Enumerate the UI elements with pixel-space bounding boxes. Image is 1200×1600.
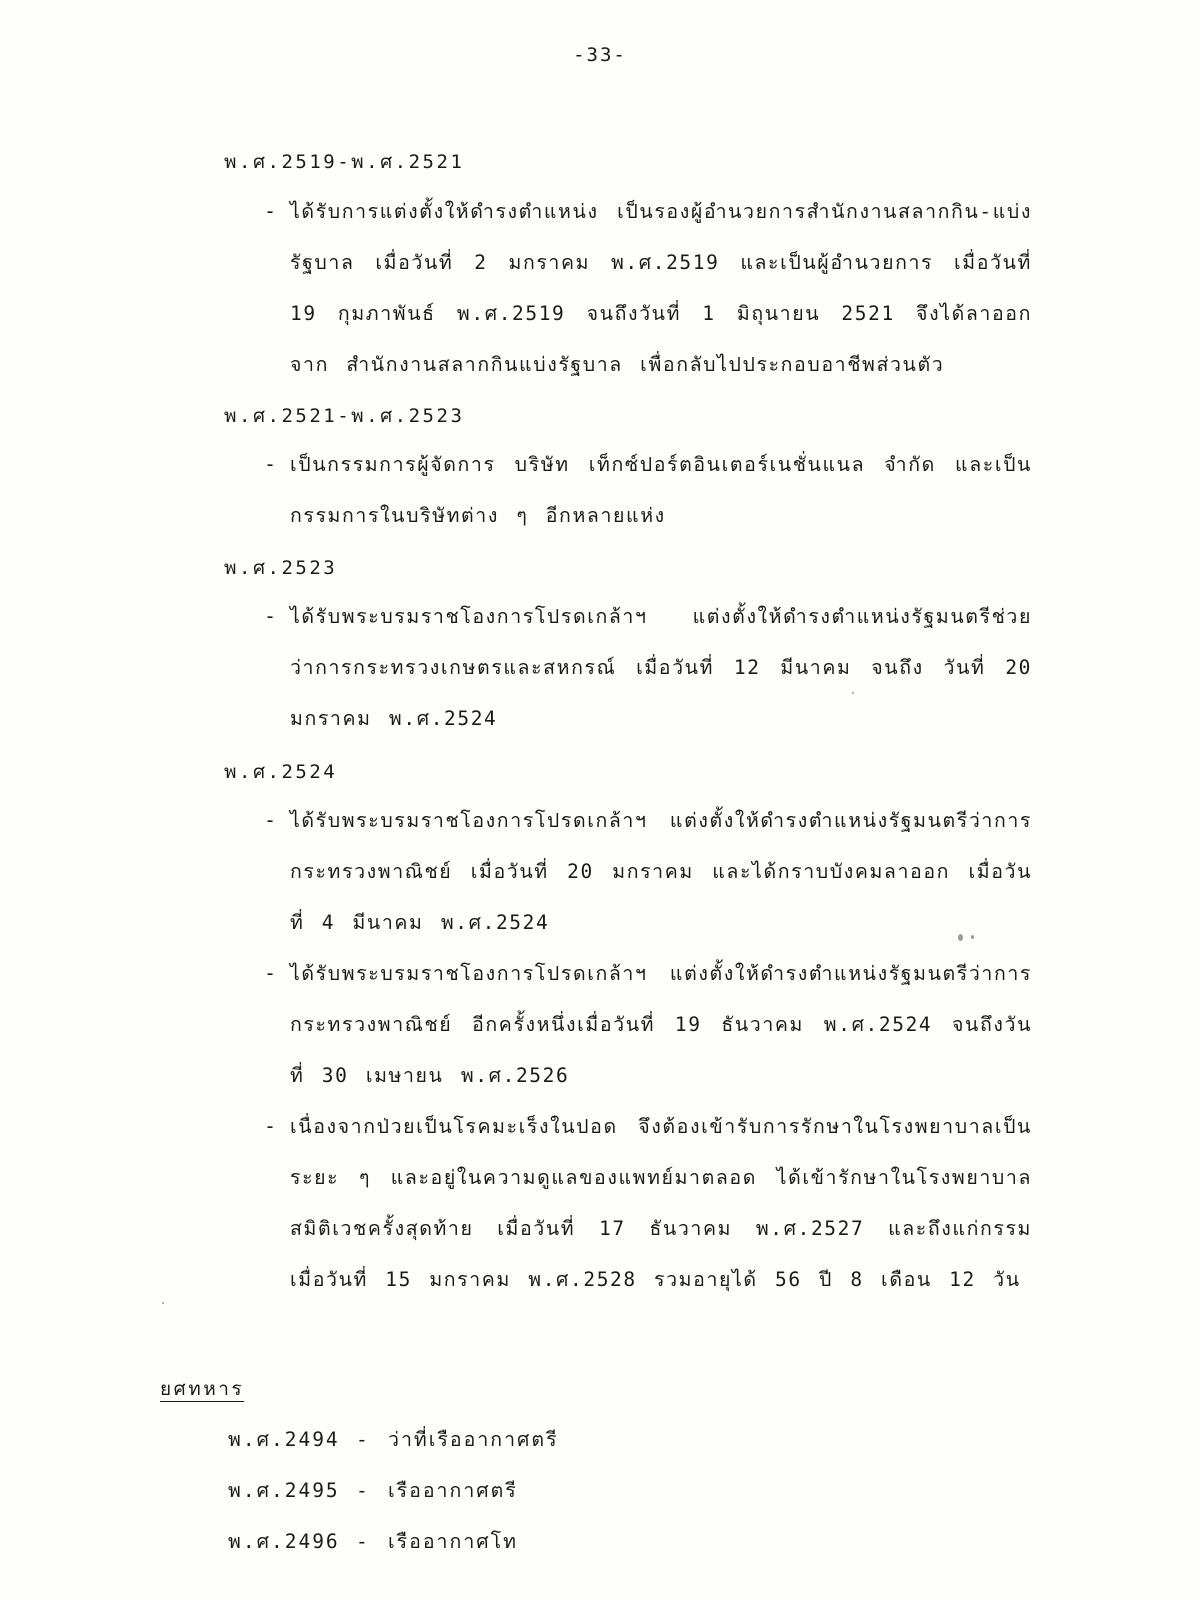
bullet-dash: - <box>264 961 277 985</box>
rank-year: พ.ศ.2495 <box>228 1479 340 1502</box>
entry-heading: พ.ศ.2519-พ.ศ.2521 <box>224 151 465 173</box>
rank-separator: - <box>356 1479 370 1502</box>
rank-separator: - <box>356 1530 370 1553</box>
scan-speck <box>971 935 974 939</box>
entry-item <box>264 795 1032 951</box>
scan-speck <box>162 1302 164 1304</box>
entry-item-text: ได้รับพระบรมราชโองการโปรดเกล้าฯ แต่งตั้งให้ดำรงตำแหน่งรัฐมนตรีช่วยว่าการกระทรวงเกษตรและสหกรณ์ เมื่อวันที่ 12 มีนาคม จนถึง วันที่ 20 มกราคม พ.ศ.2524 <box>290 605 1032 730</box>
military-rank-title: ยศทหาร <box>160 1378 245 1400</box>
entry-heading: พ.ศ.2521-พ.ศ.2523 <box>224 405 465 427</box>
rank-title: ว่าที่เรืออากาศตรี <box>388 1428 559 1451</box>
entry-item-text: ได้รับพระบรมราชโองการโปรดเกล้าฯ แต่งตั้งให้ดำรงตำแหน่งรัฐมนตรีว่าการกระทรวงพาณิชย์ เมื่อวันที่ 20 มกราคม และได้กราบบังคมลาออก เมื่อวันที่ 4 มีนาคม พ.ศ.2524 <box>290 809 1032 934</box>
rank-year: พ.ศ.2496 <box>228 1530 340 1553</box>
entry-item <box>264 948 1032 1104</box>
rank-year: พ.ศ.2494 <box>228 1428 340 1451</box>
page-number: -33- <box>573 44 627 66</box>
rank-row <box>228 1475 518 1506</box>
entry-item <box>264 439 1032 543</box>
bullet-dash: - <box>264 199 277 223</box>
entry-item-text: เป็นกรรมการผู้จัดการ บริษัท เท็กซ์ปอร์ตอินเตอร์เนชั่นแนล จำกัด และเป็นกรรมการในบริษัทต่าง ๆ อีกหลายแห่ง <box>290 453 1032 527</box>
bullet-dash: - <box>264 808 277 832</box>
entry-item-text: เนื่องจากป่วยเป็นโรคมะเร็งในปอด จึงต้องเข้ารับการรักษาในโรงพยาบาลเป็นระยะ ๆ และอยู่ในความดูแลของแพทย์มาตลอด ได้เข้ารักษาในโรงพยาบาลสมิติเวชครั้งสุดท้าย เมื่อวันที่ 17 ธันวาคม พ.ศ.2527 และถึงแก่กรรม เมื่อวันที่ 15 มกราคม พ.ศ.2528 รวมอายุได้ 56 ปี 8 เดือน 12 วัน <box>290 1115 1032 1291</box>
bullet-dash: - <box>264 452 277 476</box>
entry-heading: พ.ศ.2523 <box>224 557 338 579</box>
scan-speck <box>852 692 854 694</box>
rank-title: เรืออากาศตรี <box>388 1479 518 1502</box>
rank-title: เรืออากาศโท <box>388 1530 518 1553</box>
entry-item-text: ได้รับการแต่งตั้งให้ดำรงตำแหน่ง เป็นรองผู้อำนวยการสำนักงานสลากกิน-แบ่งรัฐบาล เมื่อวันที่ 2 มกราคม พ.ศ.2519 และเป็นผู้อำนวยการ เมื่อวันที่ 19 กุมภาพันธ์ พ.ศ.2519 จนถึงวันที่ 1 มิถุนายน 2521 จึงได้ลาออกจาก สำนักงานสลากกินแบ่งรัฐบาล เพื่อกลับไปประกอบอาชีพส่วนตัว <box>290 200 1032 376</box>
rank-row <box>228 1424 559 1455</box>
rank-row <box>228 1526 518 1557</box>
entry-item <box>264 186 1032 394</box>
entry-item <box>264 591 1032 747</box>
entry-item <box>264 1101 1032 1361</box>
entry-item-text: ได้รับพระบรมราชโองการโปรดเกล้าฯ แต่งตั้งให้ดำรงตำแหน่งรัฐมนตรีว่าการกระทรวงพาณิชย์ อีกครั้งหนึ่งเมื่อวันที่ 19 ธันวาคม พ.ศ.2524 จนถึงวันที่ 30 เมษายน พ.ศ.2526 <box>290 962 1032 1087</box>
scan-speck <box>958 934 963 941</box>
rank-separator: - <box>356 1428 370 1451</box>
bullet-dash: - <box>264 1114 277 1138</box>
entry-heading: พ.ศ.2524 <box>224 761 338 783</box>
bullet-dash: - <box>264 604 277 628</box>
